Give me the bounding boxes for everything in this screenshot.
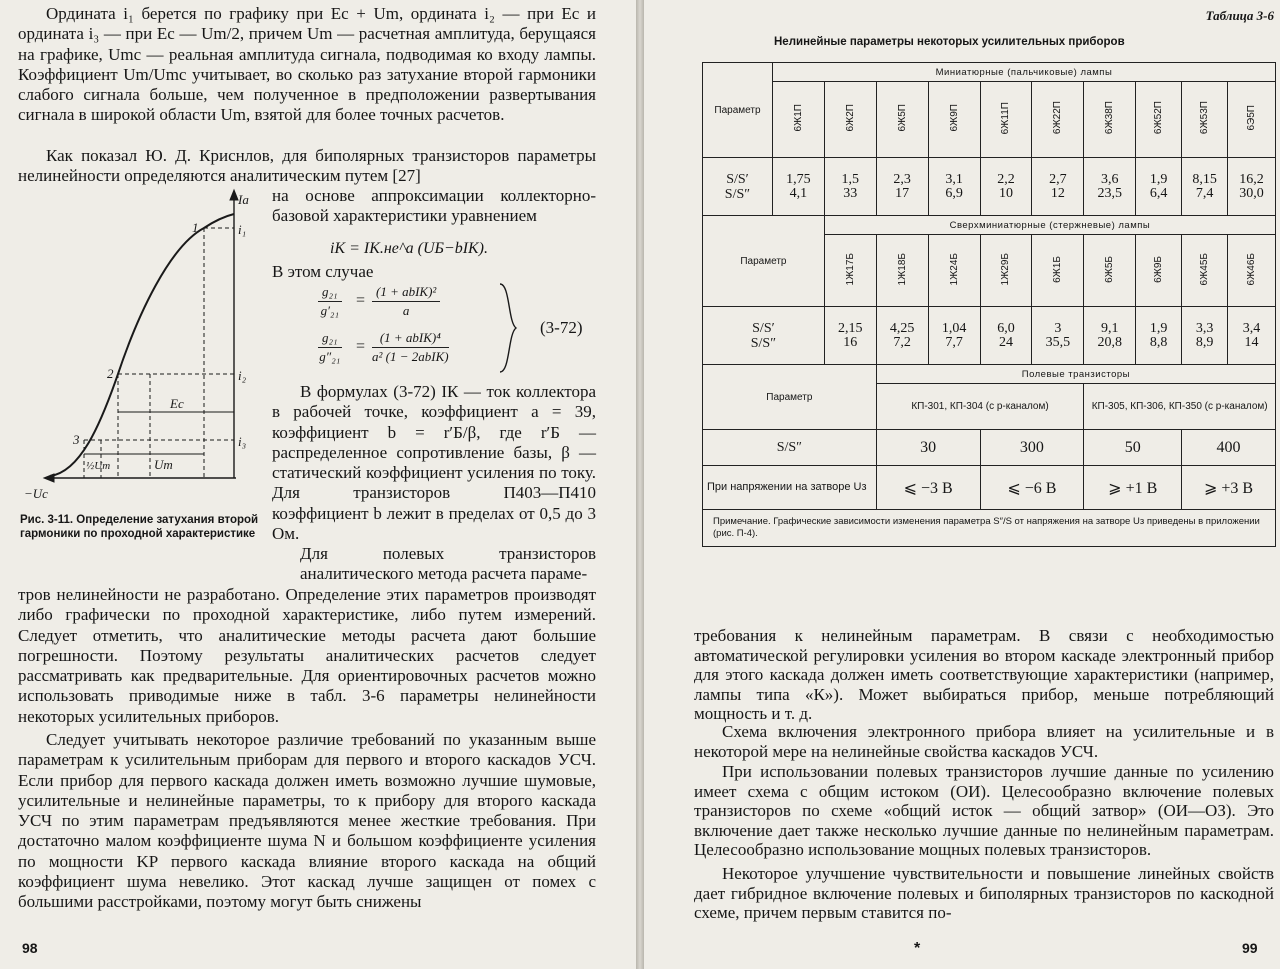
equals-sign: =: [356, 338, 366, 355]
ss-double-prime-value: 33: [843, 185, 858, 201]
fet-group-2: КП-305, КП-306, КП-350 (с p-каналом): [1084, 384, 1276, 430]
book-gutter: [636, 0, 644, 969]
ss-prime-value: 2,7: [1049, 171, 1067, 187]
gate-voltage: ⩽ −3 В: [876, 466, 980, 510]
mini-device-label: 6Ж9П: [948, 104, 960, 132]
mini-device-values: [772, 158, 824, 216]
paragraph: тров нелинейности не разработано. Определение этих параметров производят либо графически по проходной характеристике, либо путем измерений. Следует отметить, что аналитические методы расчета дают большие погрешности. Поэтому результаты аналитических расчетов следует рассматривать как предварительные. Для ориентировочных расчетов можно использовать приводимые ниже в табл. 3-6 параметры нелинейности некоторых усилительных приборов.: [18, 585, 596, 726]
transfer-characteristic-figure: [20, 186, 270, 506]
sub-device-name: [876, 235, 928, 307]
ss-double-prime-value: 7,4: [1195, 185, 1214, 201]
sub-device-values: [1136, 307, 1182, 365]
ss-double-prime-value: 8,8: [1149, 334, 1168, 350]
point-3-label: 3: [73, 432, 80, 447]
mini-device-name: [980, 82, 1032, 158]
sub-device-values: [1182, 307, 1228, 365]
paragraph: Как показал Ю. Д. Криснлов, для биполярных транзисторов параметры нелинейности определяются аналитическим путем [27]: [18, 146, 596, 186]
sub-device-label: 6Ж1Б: [1052, 255, 1064, 283]
ss-double-prime-value: 14: [1244, 334, 1259, 350]
equals-sign: =: [356, 292, 366, 309]
ss-prime-value: 1,9: [1149, 171, 1168, 187]
paragraph: Следует учитывать некоторое различие требований по указанным выше параметрам к усилительным приборам для первого и второго каскадов УСЧ. Если прибор для первого каскада должен иметь возможно лучшие шумовые, усилительные и нелинейные параметры, то к прибору для второго каскада УСЧ по этим параметрам предъявляются менее жесткие требования. При достаточно малом коэффициенте шума N и большом коэффициенте усиления по мощности KP первого каскада влияние второго каскада на общий коэффициент шума невелико. Этот каскад лучше защищен от помех с большими расстройками, поэтому могут быть снижены: [18, 730, 596, 912]
section-header-sub: Сверхминиатюрные (стержневые) лампы: [824, 216, 1275, 235]
ss-prime-value: 3,1: [945, 171, 963, 187]
right-page: [644, 0, 1280, 969]
equation-number: (3-72): [540, 318, 583, 337]
paragraph: Для полевых транзисторов аналитического метода расчета параме-: [300, 544, 596, 584]
ss-double-prime-value: 24: [998, 334, 1013, 350]
fraction-rhs-1: (1 + abIК)² a: [372, 284, 440, 319]
footer-mark: *: [914, 940, 921, 957]
ss-prime-value: 1,5: [841, 171, 860, 187]
sub-device-values: [980, 307, 1032, 365]
case-text: В этом случае: [272, 262, 374, 281]
sub-device-label: 1Ж24Б: [948, 252, 960, 286]
mini-device-name: [1136, 82, 1182, 158]
param-header: Параметр: [703, 216, 825, 307]
sub-device-values: [1228, 307, 1276, 365]
fraction-lhs-1: $\frac{\text{g₂₁}}{\text{g′₂₁}}$: [318, 284, 342, 319]
brace: [498, 282, 518, 374]
ss-prime-value: 9,1: [1101, 320, 1119, 336]
ec-label: Eс: [170, 396, 184, 411]
ss-double-prime-value: 20,8: [1097, 334, 1123, 350]
sub-device-name: [824, 235, 876, 307]
sub-device-label: 1Ж29Б: [1000, 252, 1012, 286]
half-um-label: ½Um: [86, 460, 111, 472]
section-header-mini: Миниатюрные (пальчиковые) лампы: [772, 63, 1275, 82]
ss-prime-value: 2,15: [838, 320, 863, 336]
gate-voltage: ⩾ +3 В: [1182, 466, 1276, 510]
sub-device-label: 1Ж17Б: [844, 252, 856, 286]
main-equation: iК = IК.нe^a (UБ−bIК).: [330, 240, 489, 257]
sub-device-label: 6Ж45Б: [1199, 252, 1211, 286]
ss-double-prime-value: 12: [1050, 185, 1065, 201]
ss-label: S/S′ S/S″: [703, 307, 825, 365]
mini-device-name: [1228, 82, 1276, 158]
nonlinear-parameters-table: [702, 62, 1276, 547]
gate-voltage-label: При напряжении на затворе Uз: [703, 466, 877, 510]
ss-double-prime-value: 16: [843, 334, 858, 350]
fraction-rhs-2: (1 + abIК)⁴ a² (1 − 2abIК): [372, 330, 449, 364]
paragraph: Некоторое улучшение чувствительности и повышение линейных свойств дает гибридное включение полевых и биполярных транзисторов по каскодной схеме, причем первым ставится по-: [694, 864, 1274, 923]
ss-prime-value: 2,3: [893, 171, 911, 187]
sub-device-name: [1084, 235, 1136, 307]
ia-label: Iа: [238, 192, 249, 207]
mini-device-values: [980, 158, 1032, 216]
page-number: 98: [22, 940, 38, 956]
mini-device-values: [1136, 158, 1182, 216]
fraction-lhs-2: $\frac{\text{g₂₁}}{\text{g″₂₁}}$: [319, 330, 341, 364]
table-title: Нелинейные параметры некоторых усилительных приборов: [774, 36, 1125, 48]
mini-device-label: 6Ж11П: [1000, 101, 1012, 135]
sub-device-values: [1084, 307, 1136, 365]
ss-double-prime-value: 6,9: [945, 185, 963, 201]
ss-prime-value: 8,15: [1192, 171, 1217, 187]
sub-device-label: 6Ж5Б: [1104, 255, 1116, 283]
mini-device-values: [1032, 158, 1084, 216]
point-2-label: 2: [107, 366, 114, 381]
param-header: Параметр: [703, 365, 877, 430]
mini-device-label: 6Ж38П: [1104, 101, 1116, 135]
mini-device-label: 6Ж5П: [896, 104, 908, 132]
mini-device-label: 6Ж1П: [792, 104, 804, 132]
mini-device-values: [824, 158, 876, 216]
ss-double-prime-value: 4,1: [789, 185, 808, 201]
ss-double-prime-value: 10: [998, 185, 1013, 201]
mini-device-values: [876, 158, 928, 216]
ss-prime-value: 3: [1054, 320, 1062, 336]
ss-prime-value: 2,2: [997, 171, 1015, 187]
sub-device-values: [824, 307, 876, 365]
ss-prime-value: 16,2: [1239, 171, 1264, 187]
mini-device-label: 6Ж2П: [844, 104, 856, 132]
mini-device-name: [1084, 82, 1136, 158]
paragraph: Схема включения электронного прибора влияет на усилительные и в некоторой мере на нелинейные свойства каскадов УСЧ.: [694, 722, 1274, 761]
point-1-label: 1: [192, 220, 199, 235]
table-number: Таблица 3-6: [1205, 8, 1274, 23]
i1-label: i₁: [238, 222, 247, 237]
ss-prime-value: 1,04: [941, 320, 967, 336]
ss-prime-value: 6,0: [997, 320, 1015, 336]
section-header-fet: Полевые транзисторы: [876, 365, 1275, 384]
ss-prime-value: 1,75: [786, 171, 811, 187]
gate-voltage: ⩽ −6 В: [980, 466, 1084, 510]
sub-device-name: [928, 235, 980, 307]
ss-double-prime-value: 8,9: [1195, 334, 1214, 350]
sub-device-name: [980, 235, 1032, 307]
mini-device-values: [928, 158, 980, 216]
mini-device-label: 6Э5П: [1246, 105, 1258, 131]
mini-device-values: [1084, 158, 1136, 216]
mini-device-name: [928, 82, 980, 158]
mini-device-name: [824, 82, 876, 158]
sub-device-values: [1032, 307, 1084, 365]
sub-device-label: 6Ж46Б: [1246, 252, 1258, 286]
ss-double-prime-value: 7,2: [893, 334, 911, 350]
fet-value: 400: [1182, 430, 1276, 466]
ss-double-prime-value: 6,4: [1149, 185, 1168, 201]
mini-device-name: [772, 82, 824, 158]
paragraph: Ордината i₁ берется по графику при Eс + Um, ордината i₂ — при Eс и ордината i₃ — при Eс — Um/2, причем Um — расчетная амплитуда, берущаяся на графике, Umc — реальная амплитуда сигнала, подводимая ко входу лампы. Коэффициент Um/Umc учитывает, во сколько раз затухание второй гармоники слабого сигнала больше, чем полученное в предположении развертывания сигнала в широкой области Um, взятой для более точных расчетов.: [18, 4, 596, 125]
mini-device-values: [1182, 158, 1228, 216]
figure-caption: Рис. 3-11. Определение затухания второй гармоники по проходной характеристике: [20, 514, 259, 540]
table-note: Примечание. Графические зависимости изменения параметра S″/S от напряжения на затворе Uз приведены в приложении (рис. П-4).: [703, 510, 1276, 547]
i2-label: i₂: [238, 368, 247, 383]
paragraph: При использовании полевых транзисторов лучшие данные по усилению имеет схема с общим истоком (ОИ). Целесообразно включение полевых транзисторов по схеме «общий исток — общий затвор» (ОИ—ОЗ). Это включение дает также несколько лучшие данные по нелинейным параметрам. Целесообразно использование мощных полевых транзисторов.: [694, 762, 1274, 860]
mini-device-name: [1032, 82, 1084, 158]
ss-label: S/S′ S/S″: [703, 158, 773, 216]
sub-device-name: [1032, 235, 1084, 307]
mini-device-label: 6Ж22П: [1052, 101, 1064, 135]
ss-prime-value: 3,3: [1195, 320, 1214, 336]
sub-device-values: [928, 307, 980, 365]
mini-device-label: 6Ж52П: [1153, 101, 1165, 135]
mini-device-name: [876, 82, 928, 158]
page-number: 99: [1242, 940, 1258, 956]
um-label: Um: [154, 457, 173, 472]
ss-double-prime-value: 7,7: [945, 334, 963, 350]
sub-device-name: [1182, 235, 1228, 307]
param-header: Параметр: [703, 63, 773, 158]
i3-label: i₃: [238, 434, 247, 449]
paragraph: на основе аппроксимации коллекторно-базовой характеристики уравнением: [272, 186, 596, 226]
paragraph: требования к нелинейным параметрам. В связи с необходимостью автоматической регулировки усиления во втором каскаде электронный прибор для этого каскада должен иметь соответствующие характеристики (например, лампы типа «К»). Может выбираться прибор, меньше потребляющий мощность и т. д.: [694, 626, 1274, 724]
ss-prime-value: 3,6: [1101, 171, 1119, 187]
sub-device-name: [1228, 235, 1276, 307]
ss-double-prime-value: 30,0: [1239, 185, 1264, 201]
fet-group-1: КП-301, КП-304 (с p-каналом): [876, 384, 1084, 430]
mini-device-label: 6Ж53П: [1199, 101, 1211, 135]
ss2-label: S/S″: [703, 430, 877, 466]
ss-prime-value: 4,25: [889, 320, 915, 336]
sub-device-name: [1136, 235, 1182, 307]
sub-device-label: 6Ж9Б: [1153, 255, 1165, 283]
ss-double-prime-value: 17: [895, 185, 910, 201]
mini-device-values: [1228, 158, 1276, 216]
sub-device-values: [876, 307, 928, 365]
gate-voltage: ⩾ +1 В: [1084, 466, 1182, 510]
fet-value: 300: [980, 430, 1084, 466]
uc-axis-label: −Uс: [24, 486, 48, 501]
left-page: [0, 0, 636, 969]
ss-prime-value: 3,4: [1242, 320, 1261, 336]
mini-device-name: [1182, 82, 1228, 158]
fet-value: 50: [1084, 430, 1182, 466]
ss-double-prime-value: 23,5: [1097, 185, 1123, 201]
fet-value: 30: [876, 430, 980, 466]
paragraph: В формулах (3-72) IК — ток коллектора в рабочей точке, коэффициент a = 39, коэффициент b = r′Б/β, где r′Б — распределенное сопротивление базы, β — статический коэффициент усиления по току. Для транзисторов П403—П410 коэффициент b лежит в пределах от 0,5 до 3 Ом.: [272, 382, 596, 544]
ss-double-prime-value: 35,5: [1045, 334, 1071, 350]
ss-prime-value: 1,9: [1149, 320, 1168, 336]
sub-device-label: 1Ж18Б: [896, 252, 908, 286]
